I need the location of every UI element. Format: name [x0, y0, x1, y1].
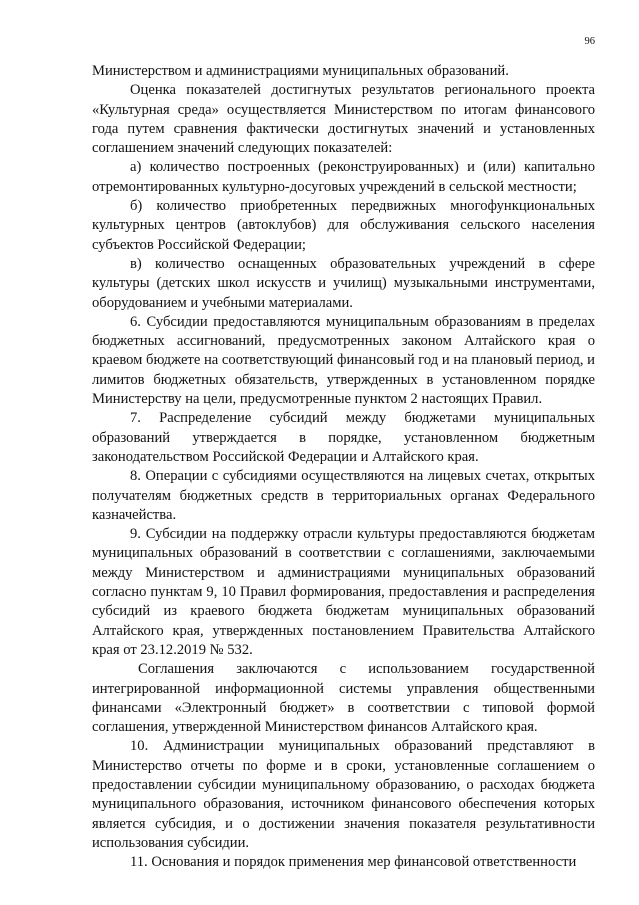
paragraph-item-11: 11. Основания и порядок применения мер финансовой ответственности: [130, 854, 577, 871]
paragraph-item-7: 7. Распределение субсидий между бюджетами муниципальных образований утверждается в порядке, установленном бюджетным законодательством Российской Федерации и Алтайского края.: [92, 410, 595, 465]
paragraph-indicator-b: б) количество приобретенных передвижных многофункциональных культурных центров (автоклубов) для обслуживания сельского населения субъектов Российской Федерации;: [92, 198, 595, 253]
paragraph-item-8: 8. Операции с субсидиями осуществляются на лицевых счетах, открытых получателям бюджетных средств в территориальных органах Федерального казначейства.: [92, 468, 595, 523]
paragraph-indicator-a: а) количество построенных (реконструированных) и (или) капитально отремонтированных культурно-досуговых учреждений в сельской местности;: [92, 159, 595, 195]
page-number: 96: [584, 36, 595, 47]
document-body: [92, 62, 595, 872]
paragraph-continuation: Министерством и администрациями муниципальных образований.: [92, 63, 509, 79]
paragraph-evaluation: Оценка показателей достигнутых результатов регионального проекта «Культурная среда» осуществляется Министерством по итогам финансового года путем сравнения фактически достигнутых значений и установленных соглашением значений следующих показателей:: [92, 82, 595, 157]
paragraph-agreements: Соглашения заключаются с использованием государственной интегрированной информационной системы управления общественными финансами «Электронный бюджет» в соответствии с типовой формой соглашения, утвержденной Министерством финансов Алтайского края.: [92, 661, 595, 736]
paragraph-item-9: 9. Субсидии на поддержку отрасли культуры предоставляются бюджетам муниципальных образований в соответствии с соглашениями, заключаемыми между Министерством и администрациями муниципальных образований согласно пунктам 9, 10 Правил формирования, предоставления и распределения субсидий из краевого бюджета бюджетам муниципальных образований Алтайского края, утвержденных постановлением Правительства Алтайского края от 23.12.2019 № 532.: [92, 526, 595, 658]
paragraph-indicator-c: в) количество оснащенных образовательных учреждений в сфере культуры (детских школ искусств и училищ) музыкальными инструментами, оборудованием и учебными материалами.: [92, 255, 595, 311]
paragraph-item-10: 10. Администрации муниципальных образований представляют в Министерство отчеты по форме и в сроки, установленные соглашением о предоставлении субсидии муниципальному образованию, о расходах бюджета муниципального образования, источником финансового обеспечения которых является субсидия, и о достижении значения показателя результативности использования субсидии.: [92, 738, 595, 851]
paragraph-item-6: 6. Субсидии предоставляются муниципальным образованиям в пределах бюджетных ассигнований, предусмотренных законом Алтайского края о краевом бюджете на соответствующий финансовый год и на плановый период, и лимитов бюджетных обязательств, утвержденных в установленном порядке Министерству на цели, предусмотренные пунктом 2 настоящих Правил.: [92, 313, 595, 408]
